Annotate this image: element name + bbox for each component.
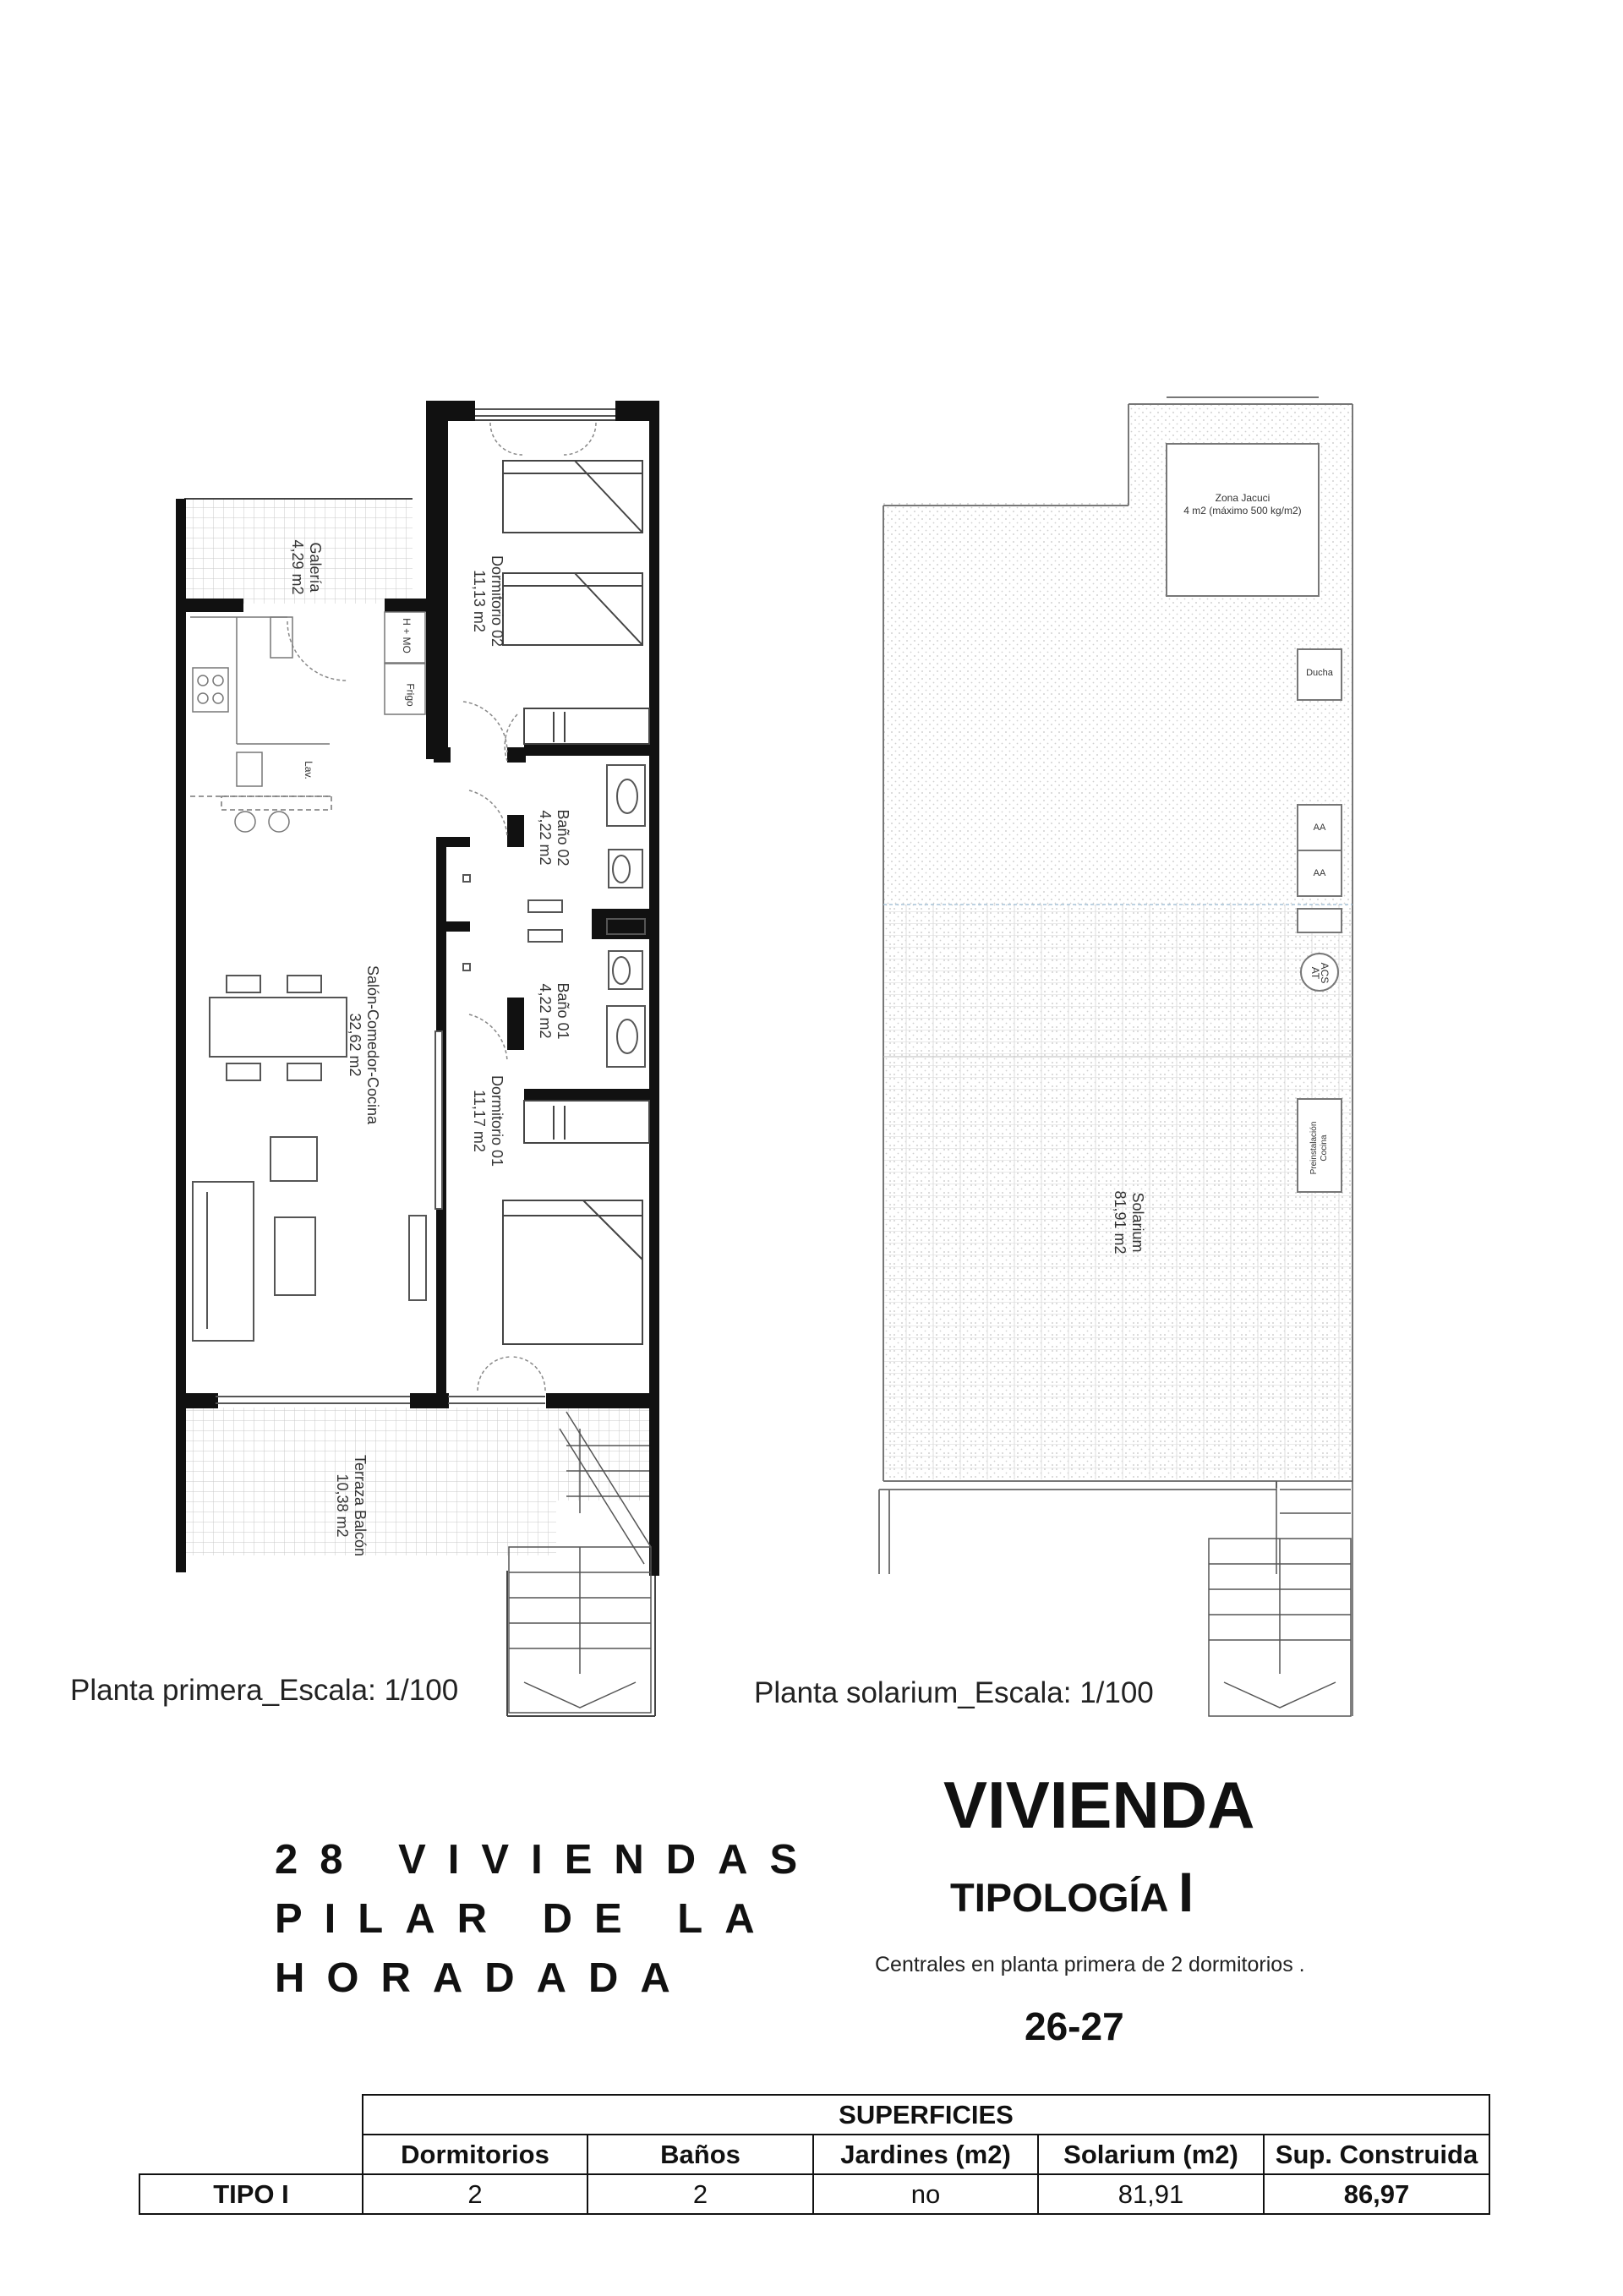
header-dormitorios: Dormitorios xyxy=(363,2135,587,2174)
aa1-label: AA xyxy=(1313,823,1326,833)
jacuzzi-zone xyxy=(1167,444,1319,596)
tipologia-heading xyxy=(950,1860,1194,1924)
solarium-room-name: Solarium xyxy=(1129,1192,1146,1253)
header-sup-construida: Sup. Construida xyxy=(1264,2135,1489,2174)
subtitle: Centrales en planta primera de 2 dormitorios . xyxy=(875,1953,1305,1976)
cocina-text: Cocina xyxy=(1320,1134,1329,1162)
project-title xyxy=(275,1830,819,2008)
header-banos: Baños xyxy=(587,2135,813,2174)
cell-dormitorios: 2 xyxy=(363,2174,587,2214)
dormitorio01-label xyxy=(470,1053,505,1189)
preinstalacion-text: Preinstalación xyxy=(1309,1121,1319,1175)
vivienda-heading: VIVIENDA xyxy=(943,1768,1255,1842)
dormitorio01-name: Dormitorio 01 xyxy=(489,1074,505,1167)
header-solarium: Solarium (m2) xyxy=(1038,2135,1264,2174)
terraza-area: 10,38 m2 xyxy=(334,1473,351,1538)
table-corner-blank-2 xyxy=(139,2135,363,2174)
cell-solarium: 81,91 xyxy=(1038,2174,1264,2214)
header-jardines: Jardines (m2) xyxy=(813,2135,1038,2174)
ducha-label: Ducha xyxy=(1306,668,1333,678)
cell-banos: 2 xyxy=(587,2174,813,2214)
tipologia-label: TIPOLOGÍA xyxy=(950,1875,1167,1920)
dormitorio02-area: 11,13 m2 xyxy=(471,570,488,632)
solarium-plan xyxy=(879,397,1352,1716)
first-floor-caption: Planta primera_Escala: 1/100 xyxy=(70,1674,459,1707)
bano02-area: 4,22 m2 xyxy=(537,810,554,866)
acs-at-label xyxy=(1310,956,1329,990)
cell-jardines: no xyxy=(813,2174,1038,2214)
galeria-label xyxy=(288,517,324,618)
jacuzzi-label xyxy=(1167,492,1319,517)
project-title-line3: HORADADA xyxy=(275,1955,692,2001)
bano01-label xyxy=(536,965,571,1058)
solarium-caption: Planta solarium_Escala: 1/100 xyxy=(754,1676,1154,1709)
table-corner-blank xyxy=(139,2095,363,2135)
stairs-solarium xyxy=(1209,1481,1352,1716)
superficies-table xyxy=(139,2094,1490,2215)
at-label: AT xyxy=(1309,966,1321,980)
project-title-line1: 28 VIVIENDAS xyxy=(275,1837,820,1883)
hmo-label: H + MO xyxy=(400,618,413,653)
terraza-name: Terraza Balcón xyxy=(352,1454,369,1557)
table-title: SUPERFICIES xyxy=(363,2095,1489,2135)
acs-label: ACS xyxy=(1319,962,1331,984)
dormitorio01-area: 11,17 m2 xyxy=(471,1090,488,1152)
row-label: TIPO I xyxy=(139,2174,363,2214)
aa2-label: AA xyxy=(1313,868,1326,878)
salon-label xyxy=(346,935,381,1155)
terraza-floor xyxy=(184,1408,556,1555)
table-row xyxy=(139,2174,1489,2214)
bano01-name: Baño 01 xyxy=(555,982,571,1040)
bano02-name: Baño 02 xyxy=(555,809,571,866)
unit-numbers: 26-27 xyxy=(1025,2004,1124,2048)
preinstalacion-label xyxy=(1309,1106,1330,1190)
frigo-label: Frigo xyxy=(404,683,417,707)
sink-box xyxy=(1298,909,1342,932)
terraza-label xyxy=(333,1430,369,1582)
dormitorio02-label xyxy=(470,533,505,669)
dormitorio02-name: Dormitorio 02 xyxy=(489,555,505,648)
salon-area: 32,62 m2 xyxy=(347,1013,363,1077)
dining-set xyxy=(210,976,347,1080)
jacuzzi-note: 4 m2 (máximo 500 kg/m2) xyxy=(1183,505,1302,517)
salon-name: Salón-Comedor-Cocina xyxy=(364,965,381,1125)
lav-label: Lav. xyxy=(302,761,314,779)
living-set xyxy=(193,1137,426,1341)
tipologia-letter: I xyxy=(1178,1861,1194,1923)
jacuzzi-name: Zona Jacuci xyxy=(1215,492,1271,504)
bano02-label xyxy=(536,791,571,884)
bano01-area: 4,22 m2 xyxy=(537,983,554,1039)
solarium-room-label xyxy=(1111,1163,1146,1282)
terraza-floor-2 xyxy=(556,1408,649,1501)
galeria-area: 4,29 m2 xyxy=(289,539,306,595)
project-title-line2: PILAR DE LA xyxy=(275,1896,777,1942)
first-floor-plan xyxy=(176,401,659,1716)
cell-sup-construida: 86,97 xyxy=(1264,2174,1489,2214)
galeria-name: Galería xyxy=(307,542,324,593)
solarium-room-area: 81,91 m2 xyxy=(1112,1190,1128,1255)
